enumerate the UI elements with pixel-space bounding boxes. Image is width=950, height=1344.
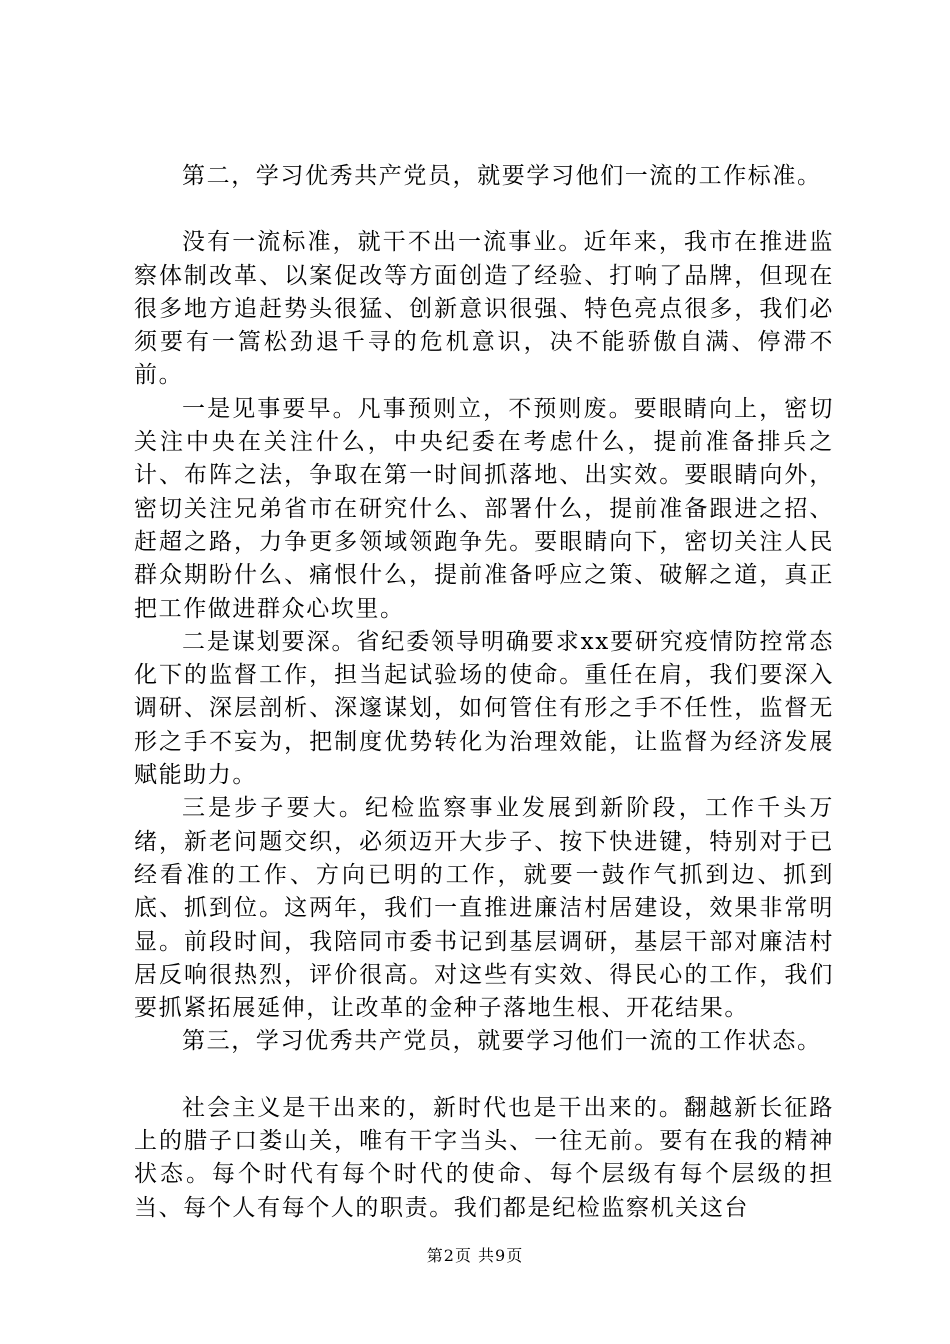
page-number-footer: 第2页 共9页	[426, 1246, 524, 1265]
paragraph-work-state: 社会主义是干出来的，新时代也是干出来的。翻越新长征路上的腊子口娄山关，唯有干字当头、一往无前。要有在我的精神状态。每个时代有每个时代的使命、每个层级有每个层级的担当、每个人有每个人的职责。我们都是纪检监察机关这台	[134, 1094, 834, 1221]
section-heading-2: 第二，学习优秀共产党员，就要学习他们一流的工作标准。	[182, 163, 822, 189]
paragraph-point-1: 一是见事要早。凡事预则立，不预则废。要眼睛向上，密切关注中央在关注什么，中央纪委在考虑什么，提前准备排兵之计、布阵之法，争取在第一时间抓落地、出实效。要眼睛向外，密切关注兄弟省市在研究什么、部署什么，提前准备跟进之招、赶超之路，力争更多领域领跑争先。要眼睛向下，密切关注人民群众期盼什么、痛恨什么，提前准备呼应之策、破解之道，真正把工作做进群众心坎里。	[134, 395, 834, 622]
paragraph-point-3: 三是步子要大。纪检监察事业发展到新阶段，工作千头万绪，新老问题交织，必须迈开大步子、按下快进键，特别对于已经看准的工作、方向已明的工作，就要一鼓作气抓到边、抓到底、抓到位。这两年，我们一直推进廉洁村居建设，效果非常明显。前段时间，我陪同市委书记到基层调研，基层干部对廉洁村居反响很热烈，评价很高。对这些有实效、得民心的工作，我们要抓紧拓展延伸，让改革的金种子落地生根、开花结果。	[134, 795, 834, 1022]
paragraph-point-2: 二是谋划要深。省纪委领导明确要求xx要研究疫情防控常态化下的监督工作，担当起试验场的使命。重任在肩，我们要深入调研、深层剖析、深邃谋划，如何管住有形之手不任性，监督无形之手不妄为，把制度优势转化为治理效能，让监督为经济发展赋能助力。	[134, 628, 834, 789]
document-body	[134, 160, 834, 1225]
paragraph-standards: 没有一流标准，就干不出一流事业。近年来，我市在推进监察体制改革、以案促改等方面创造了经验、打响了品牌，但现在很多地方追赶势头很猛、创新意识很强、特色亮点很多，我们必须要有一篙松劲退千寻的危机意识，决不能骄傲自满、停滞不前。	[134, 229, 834, 389]
section-heading-3: 第三，学习优秀共产党员，就要学习他们一流的工作状态。	[182, 1028, 822, 1055]
